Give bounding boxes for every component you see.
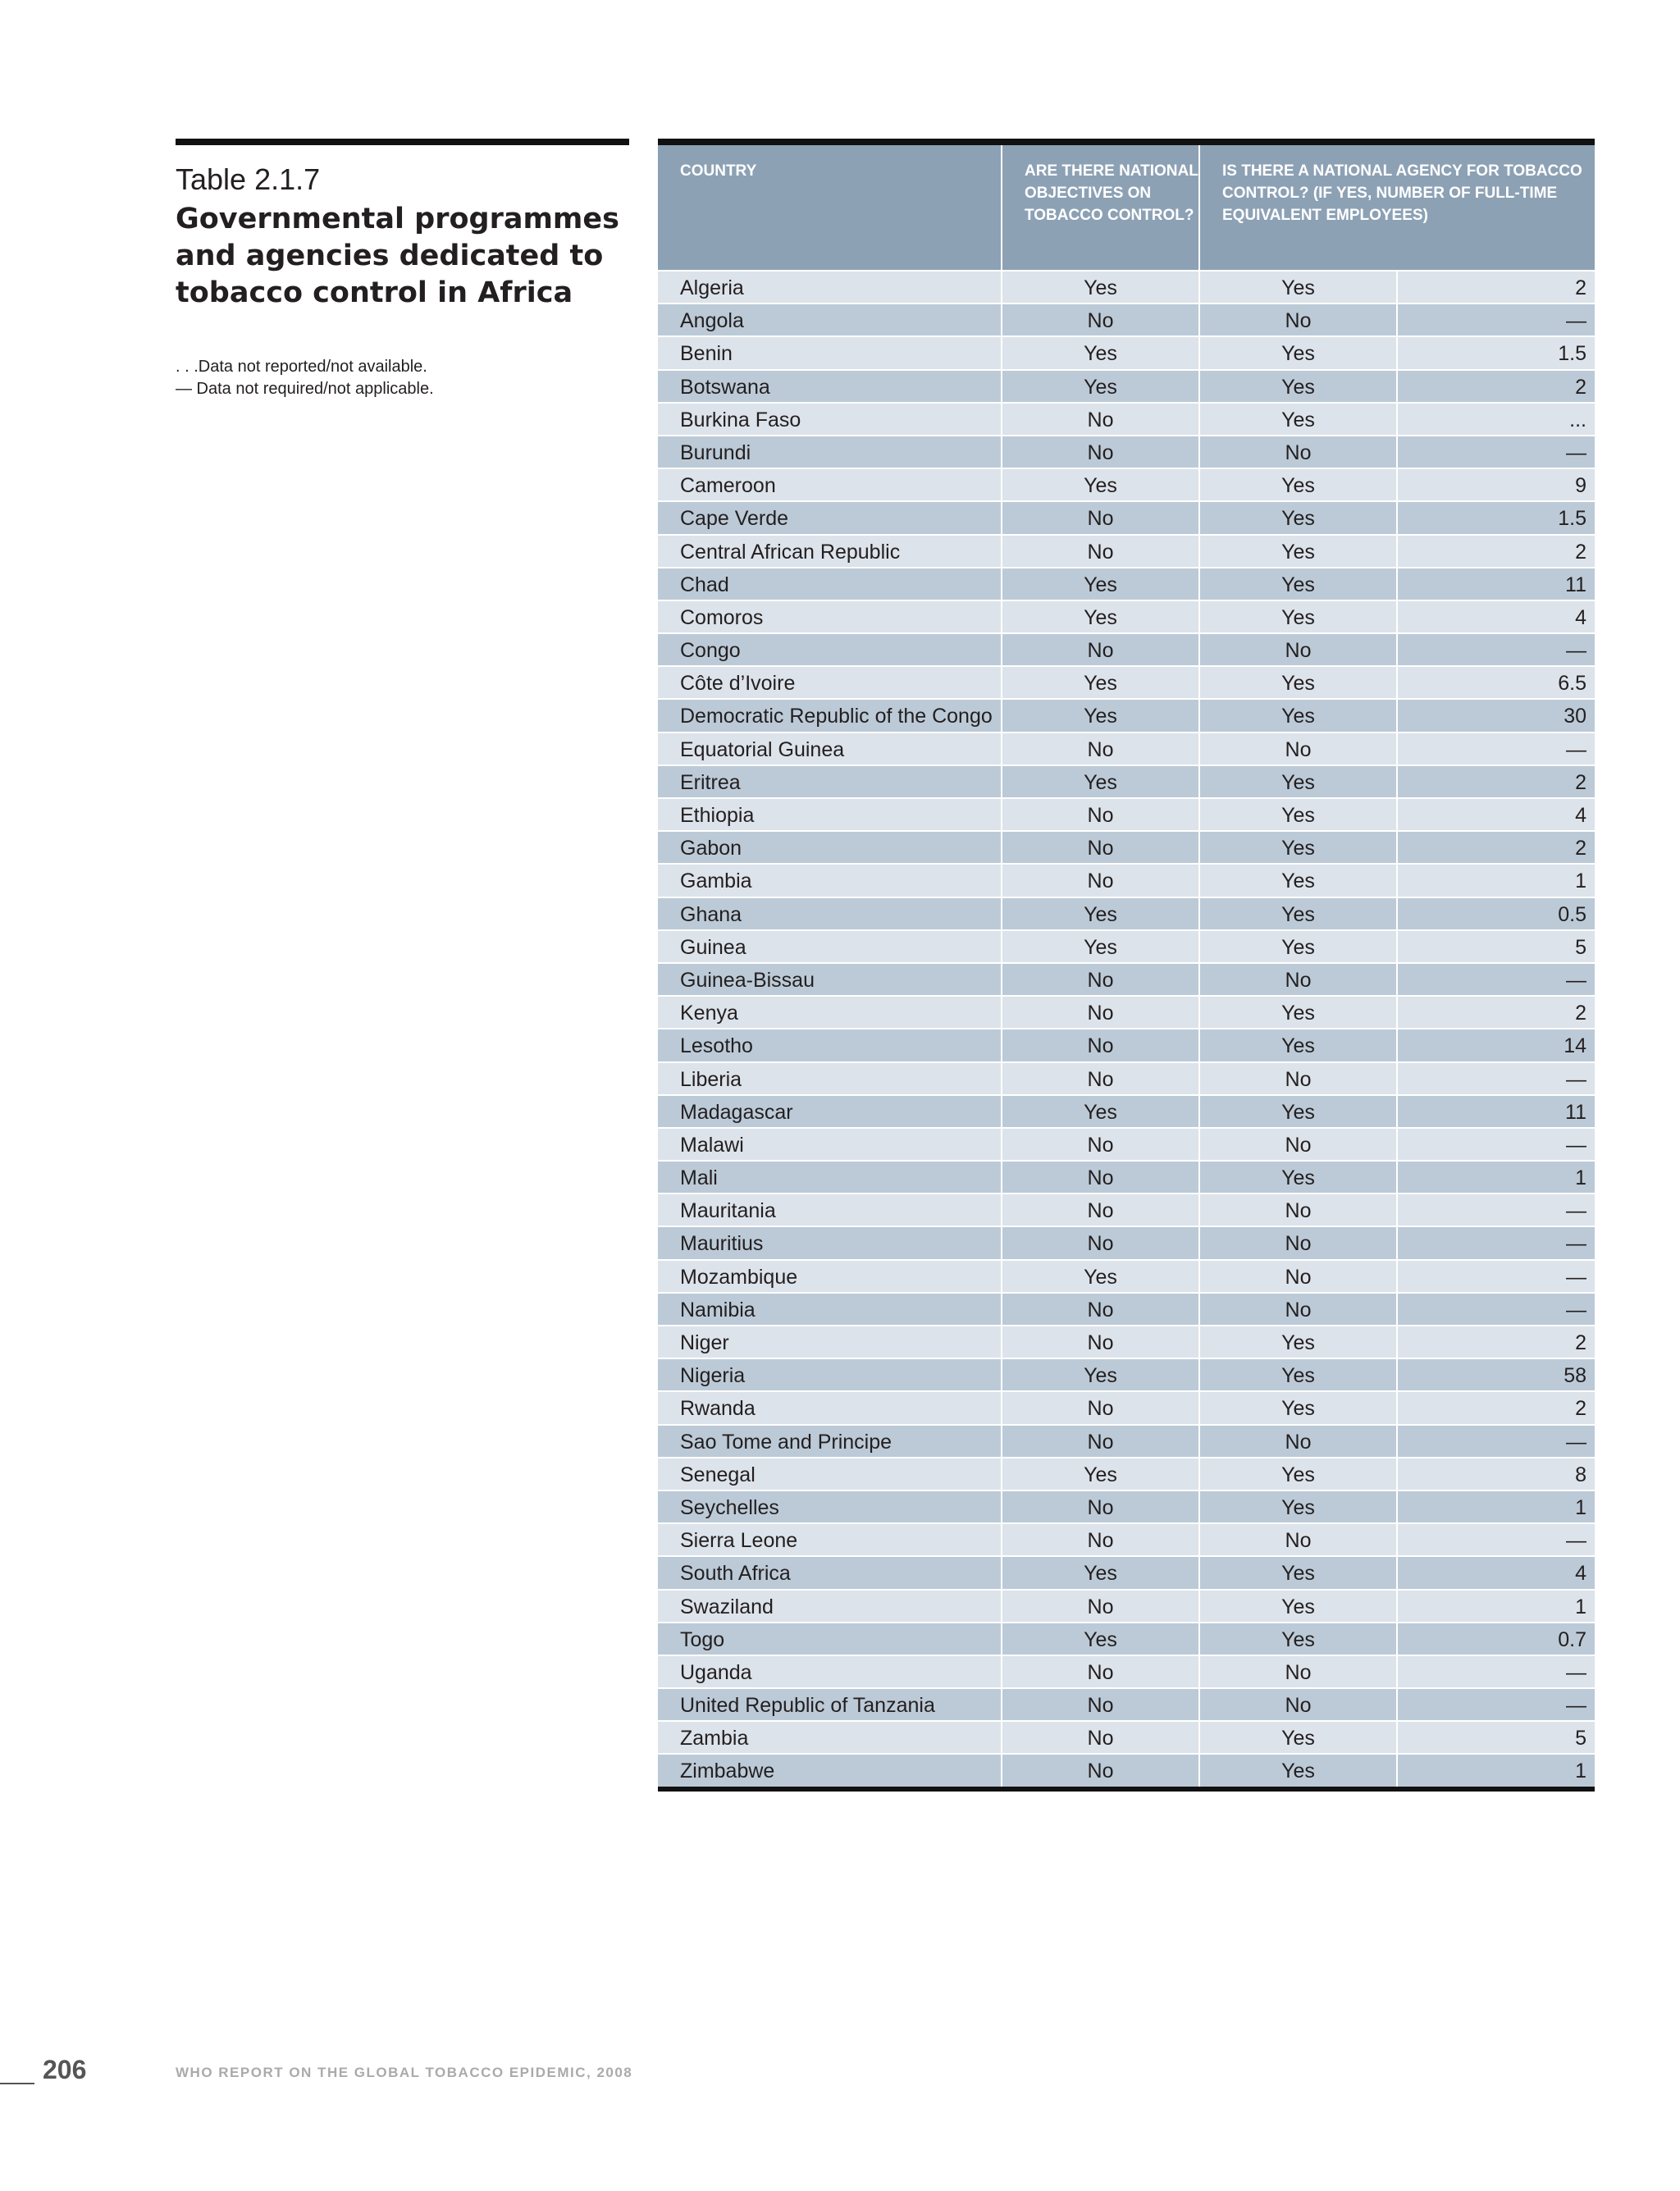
cell-country: Mali <box>680 1166 718 1190</box>
cell-employees: 1 <box>1396 1755 1595 1786</box>
cell-country: Togo <box>680 1627 725 1651</box>
cell-country: Rwanda <box>680 1397 756 1421</box>
cell-employees: 1.5 <box>1396 502 1595 533</box>
cell-objectives: Yes <box>1001 898 1198 929</box>
table-row <box>658 797 1595 830</box>
cell-country: Botswana <box>680 375 770 399</box>
table-row <box>658 665 1595 698</box>
table-row <box>658 1358 1595 1390</box>
cell-agency: No <box>1198 634 1396 665</box>
note-not-applicable: — Data not required/not applicable. <box>176 380 434 398</box>
cell-country: Burundi <box>680 440 751 464</box>
cell-employees: 58 <box>1396 1359 1595 1390</box>
cell-objectives: Yes <box>1001 667 1198 698</box>
header-country: COUNTRY <box>680 162 757 180</box>
cell-country: Zambia <box>680 1727 749 1751</box>
table-row <box>658 1193 1595 1226</box>
cell-employees: 1 <box>1396 865 1595 896</box>
table-row <box>658 1687 1595 1720</box>
cell-employees: 1 <box>1396 1162 1595 1193</box>
cell-employees: 2 <box>1396 371 1595 402</box>
cell-employees: — <box>1396 964 1595 995</box>
cell-employees: 9 <box>1396 469 1595 500</box>
cell-agency: Yes <box>1198 371 1396 402</box>
cell-employees: 0.5 <box>1396 898 1595 929</box>
page-footer <box>0 2055 656 2088</box>
cell-employees: 2 <box>1396 1326 1595 1358</box>
cell-country: Gabon <box>680 837 742 860</box>
table-top-rule <box>658 139 1595 145</box>
cell-agency: Yes <box>1198 1623 1396 1655</box>
cell-country: Kenya <box>680 1002 738 1025</box>
cell-objectives: No <box>1001 964 1198 995</box>
cell-agency: Yes <box>1198 1029 1396 1061</box>
cell-country: Malawi <box>680 1133 744 1157</box>
cell-agency: Yes <box>1198 1755 1396 1786</box>
cell-country: Central African Republic <box>680 540 901 564</box>
table-row <box>658 995 1595 1028</box>
table-row <box>658 1094 1595 1127</box>
table-row <box>658 567 1595 600</box>
cell-objectives: Yes <box>1001 568 1198 600</box>
cell-agency: Yes <box>1198 667 1396 698</box>
cell-agency: Yes <box>1198 536 1396 567</box>
cell-objectives: No <box>1001 997 1198 1028</box>
cell-agency: Yes <box>1198 469 1396 500</box>
table-notes <box>176 356 629 400</box>
cell-employees: — <box>1396 634 1595 665</box>
cell-objectives: No <box>1001 536 1198 567</box>
cell-country: Côte d’Ivoire <box>680 672 796 696</box>
cell-agency: Yes <box>1198 1096 1396 1127</box>
cell-agency: No <box>1198 733 1396 765</box>
cell-employees: — <box>1396 1261 1595 1292</box>
cell-employees: 14 <box>1396 1029 1595 1061</box>
cell-agency: Yes <box>1198 700 1396 731</box>
table-row <box>658 402 1595 435</box>
table-row <box>658 632 1595 665</box>
cell-country: Algeria <box>680 276 744 299</box>
header-agency: IS THERE A NATIONAL AGENCY FOR TOBACCO CONTROL? (IF YES, NUMBER OF FULL-TIME EQUIVALENT EMPLOYEES) <box>1198 145 1595 270</box>
table-row <box>658 435 1595 468</box>
cell-employees: — <box>1396 1426 1595 1457</box>
cell-objectives: Yes <box>1001 371 1198 402</box>
cell-employees: 2 <box>1396 997 1595 1028</box>
cell-country: Gambia <box>680 870 752 893</box>
cell-objectives: Yes <box>1001 337 1198 368</box>
cell-objectives: No <box>1001 1326 1198 1358</box>
cell-country: Senegal <box>680 1463 756 1486</box>
cell-agency: No <box>1198 1656 1396 1687</box>
cell-employees: 4 <box>1396 799 1595 830</box>
table-row <box>658 1259 1595 1292</box>
table-row <box>658 1028 1595 1061</box>
cell-country: Niger <box>680 1331 729 1354</box>
cell-objectives: No <box>1001 1194 1198 1226</box>
cell-agency: Yes <box>1198 931 1396 962</box>
table-row <box>658 1622 1595 1655</box>
cell-employees: 0.7 <box>1396 1623 1595 1655</box>
table-row <box>658 765 1595 797</box>
cell-employees: 4 <box>1396 1557 1595 1588</box>
cell-agency: Yes <box>1198 1458 1396 1490</box>
cell-country: Comoros <box>680 605 764 629</box>
cell-agency: Yes <box>1198 865 1396 896</box>
cell-employees: — <box>1396 1689 1595 1720</box>
cell-objectives: No <box>1001 1162 1198 1193</box>
cell-employees: — <box>1396 304 1595 335</box>
cell-agency: Yes <box>1198 898 1396 929</box>
data-table <box>658 139 1595 1792</box>
cell-objectives: No <box>1001 1524 1198 1555</box>
cell-employees: 1 <box>1396 1591 1595 1622</box>
cell-agency: Yes <box>1198 832 1396 863</box>
cell-objectives: No <box>1001 1294 1198 1325</box>
cell-objectives: Yes <box>1001 1623 1198 1655</box>
cell-country: Eritrea <box>680 770 741 794</box>
cell-agency: Yes <box>1198 1557 1396 1588</box>
table-row <box>658 1424 1595 1457</box>
cell-employees: 2 <box>1396 766 1595 797</box>
caption-rule <box>176 139 629 145</box>
cell-country: Uganda <box>680 1660 752 1684</box>
table-row <box>658 863 1595 896</box>
cell-agency: No <box>1198 1689 1396 1720</box>
cell-objectives: No <box>1001 1491 1198 1522</box>
cell-country: United Republic of Tanzania <box>680 1694 935 1718</box>
table-row <box>658 1555 1595 1588</box>
table-row <box>658 468 1595 500</box>
table-row <box>658 1490 1595 1522</box>
cell-agency: No <box>1198 1294 1396 1325</box>
cell-country: Ghana <box>680 902 742 926</box>
cell-agency: Yes <box>1198 1359 1396 1390</box>
cell-objectives: No <box>1001 1656 1198 1687</box>
table-title: Governmental programmes and agencies dedicated to tobacco control in Africa <box>176 203 619 309</box>
cell-country: Seychelles <box>680 1495 779 1519</box>
table-row <box>658 830 1595 863</box>
cell-objectives: Yes <box>1001 1557 1198 1588</box>
table-caption <box>176 139 629 400</box>
cell-country: Democratic Republic of the Congo <box>680 705 993 728</box>
cell-employees: 2 <box>1396 272 1595 303</box>
table-row <box>658 534 1595 567</box>
cell-country: Equatorial Guinea <box>680 737 845 761</box>
cell-employees: — <box>1396 733 1595 765</box>
cell-country: Mozambique <box>680 1265 798 1289</box>
table-row <box>658 1753 1595 1786</box>
cell-country: Lesotho <box>680 1034 753 1058</box>
cell-objectives: No <box>1001 1722 1198 1753</box>
cell-objectives: No <box>1001 1426 1198 1457</box>
page-number: 206 <box>43 2055 87 2084</box>
cell-employees: — <box>1396 1129 1595 1160</box>
cell-objectives: No <box>1001 1029 1198 1061</box>
cell-agency: Yes <box>1198 568 1396 600</box>
table-header <box>658 145 1595 270</box>
table-row <box>658 600 1595 632</box>
cell-employees: — <box>1396 436 1595 468</box>
table-row <box>658 929 1595 962</box>
header-objectives: ARE THERE NATIONAL OBJECTIVES ON TOBACCO CONTROL? <box>1001 145 1198 270</box>
cell-objectives: No <box>1001 1392 1198 1423</box>
cell-employees: 2 <box>1396 536 1595 567</box>
cell-agency: No <box>1198 1524 1396 1555</box>
cell-objectives: No <box>1001 436 1198 468</box>
cell-objectives: No <box>1001 1591 1198 1622</box>
cell-country: Zimbabwe <box>680 1760 775 1783</box>
cell-country: Cape Verde <box>680 507 789 531</box>
cell-country: Burkina Faso <box>680 408 801 431</box>
cell-country: Swaziland <box>680 1595 774 1618</box>
cell-agency: No <box>1198 1129 1396 1160</box>
cell-country: Cameroon <box>680 474 776 498</box>
cell-agency: No <box>1198 1261 1396 1292</box>
cell-employees: 11 <box>1396 1096 1595 1127</box>
cell-employees: — <box>1396 1524 1595 1555</box>
cell-objectives: Yes <box>1001 469 1198 500</box>
table-row <box>658 1720 1595 1753</box>
cell-employees: 8 <box>1396 1458 1595 1490</box>
cell-agency: No <box>1198 964 1396 995</box>
table-row <box>658 500 1595 533</box>
table-number: Table 2.1.7 <box>176 162 321 196</box>
note-not-available: . . .Data not reported/not available. <box>176 358 427 376</box>
cell-employees: 30 <box>1396 700 1595 731</box>
cell-country: Ethiopia <box>680 804 755 827</box>
cell-objectives: Yes <box>1001 1261 1198 1292</box>
cell-country: South Africa <box>680 1562 791 1586</box>
cell-agency: Yes <box>1198 404 1396 435</box>
cell-country: Sierra Leone <box>680 1529 798 1553</box>
cell-objectives: No <box>1001 799 1198 830</box>
cell-objectives: No <box>1001 1063 1198 1094</box>
cell-country: Namibia <box>680 1298 756 1321</box>
table-row <box>658 698 1595 731</box>
cell-objectives: Yes <box>1001 700 1198 731</box>
cell-country: Sao Tome and Principe <box>680 1430 892 1454</box>
cell-agency: No <box>1198 304 1396 335</box>
cell-objectives: Yes <box>1001 1359 1198 1390</box>
cell-agency: Yes <box>1198 1326 1396 1358</box>
table-row <box>658 1522 1595 1555</box>
cell-agency: Yes <box>1198 1722 1396 1753</box>
cell-agency: Yes <box>1198 272 1396 303</box>
cell-country: Chad <box>680 573 729 596</box>
table-row <box>658 1655 1595 1687</box>
cell-agency: Yes <box>1198 1162 1396 1193</box>
cell-country: Guinea <box>680 935 746 959</box>
cell-objectives: Yes <box>1001 766 1198 797</box>
cell-employees: 2 <box>1396 1392 1595 1423</box>
cell-objectives: No <box>1001 832 1198 863</box>
table-row <box>658 897 1595 929</box>
cell-country: Benin <box>680 342 733 366</box>
cell-agency: Yes <box>1198 601 1396 632</box>
cell-agency: Yes <box>1198 337 1396 368</box>
table-row <box>658 369 1595 402</box>
cell-agency: Yes <box>1198 766 1396 797</box>
table-row <box>658 303 1595 335</box>
cell-objectives: No <box>1001 733 1198 765</box>
cell-objectives: Yes <box>1001 601 1198 632</box>
cell-agency: Yes <box>1198 799 1396 830</box>
cell-employees: — <box>1396 1063 1595 1094</box>
page-number-rule <box>0 2083 34 2084</box>
table-row <box>658 1325 1595 1358</box>
cell-country: Liberia <box>680 1067 742 1091</box>
table-row <box>658 270 1595 303</box>
table-row <box>658 1292 1595 1325</box>
cell-country: Angola <box>680 309 744 333</box>
table-bottom-rule <box>658 1787 1595 1792</box>
cell-objectives: No <box>1001 404 1198 435</box>
table-row <box>658 1390 1595 1423</box>
cell-employees: — <box>1396 1227 1595 1258</box>
cell-objectives: Yes <box>1001 931 1198 962</box>
cell-employees: 2 <box>1396 832 1595 863</box>
cell-employees: 6.5 <box>1396 667 1595 698</box>
cell-objectives: No <box>1001 1689 1198 1720</box>
cell-agency: Yes <box>1198 997 1396 1028</box>
cell-agency: No <box>1198 1063 1396 1094</box>
cell-country: Mauritius <box>680 1232 764 1256</box>
cell-objectives: No <box>1001 304 1198 335</box>
cell-agency: No <box>1198 1426 1396 1457</box>
cell-objectives: Yes <box>1001 1096 1198 1127</box>
cell-objectives: No <box>1001 634 1198 665</box>
cell-agency: No <box>1198 436 1396 468</box>
cell-employees: 5 <box>1396 931 1595 962</box>
cell-employees: 1 <box>1396 1491 1595 1522</box>
cell-objectives: No <box>1001 1129 1198 1160</box>
cell-employees: ... <box>1396 404 1595 435</box>
cell-agency: Yes <box>1198 1591 1396 1622</box>
cell-employees: 4 <box>1396 601 1595 632</box>
table-row <box>658 335 1595 368</box>
cell-objectives: Yes <box>1001 272 1198 303</box>
cell-agency: Yes <box>1198 1392 1396 1423</box>
table-row <box>658 1061 1595 1094</box>
cell-employees: — <box>1396 1194 1595 1226</box>
cell-agency: Yes <box>1198 502 1396 533</box>
table-row <box>658 962 1595 995</box>
table-row <box>658 1589 1595 1622</box>
table-row <box>658 1127 1595 1160</box>
cell-employees: 1.5 <box>1396 337 1595 368</box>
cell-employees: 5 <box>1396 1722 1595 1753</box>
cell-country: Nigeria <box>680 1364 746 1388</box>
cell-agency: No <box>1198 1194 1396 1226</box>
cell-agency: Yes <box>1198 1491 1396 1522</box>
publication-title: WHO REPORT ON THE GLOBAL TOBACCO EPIDEMIC, 2008 <box>176 2065 633 2080</box>
table-row <box>658 1226 1595 1258</box>
cell-employees: 11 <box>1396 568 1595 600</box>
cell-country: Mauritania <box>680 1199 776 1223</box>
cell-agency: No <box>1198 1227 1396 1258</box>
cell-country: Guinea-Bissau <box>680 968 815 992</box>
table-row <box>658 732 1595 765</box>
cell-objectives: No <box>1001 1227 1198 1258</box>
cell-objectives: No <box>1001 1755 1198 1786</box>
cell-employees: — <box>1396 1656 1595 1687</box>
cell-employees: — <box>1396 1294 1595 1325</box>
table-row <box>658 1160 1595 1193</box>
cell-objectives: No <box>1001 502 1198 533</box>
cell-country: Congo <box>680 639 741 663</box>
cell-objectives: Yes <box>1001 1458 1198 1490</box>
cell-objectives: No <box>1001 865 1198 896</box>
table-row <box>658 1457 1595 1490</box>
cell-country: Madagascar <box>680 1100 793 1124</box>
table-body <box>658 270 1595 1787</box>
